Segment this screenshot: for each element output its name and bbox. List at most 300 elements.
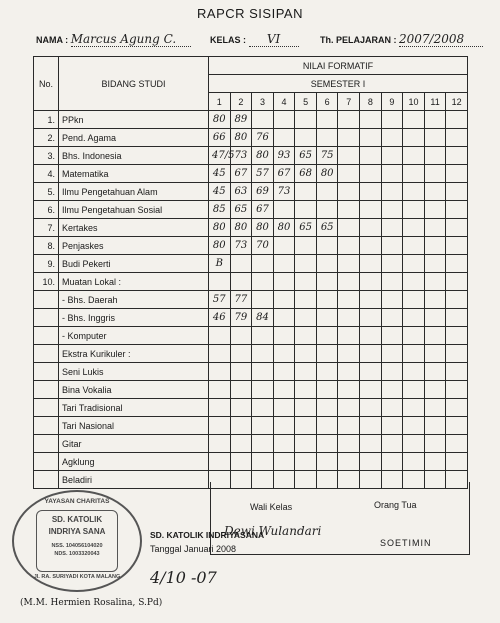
score-cell (403, 327, 425, 345)
score-cell (273, 273, 295, 291)
score-cell (209, 273, 231, 291)
score-cell (316, 183, 338, 201)
score-cell (338, 255, 360, 273)
score-cell (446, 111, 468, 129)
score-cell (252, 111, 274, 129)
table-row (34, 273, 468, 291)
score-cell (360, 291, 382, 309)
score-cell: 67 (273, 165, 295, 183)
score-cell (381, 165, 403, 183)
score-cell (424, 327, 446, 345)
score-cell (403, 291, 425, 309)
score-cell (360, 165, 382, 183)
score-cell (316, 345, 338, 363)
stamp-line-2: INDRIYA SANA (48, 527, 106, 536)
score-cell (381, 129, 403, 147)
subject-name: Budi Pekerti (59, 255, 209, 273)
score-cell (446, 417, 468, 435)
score-cell (381, 309, 403, 327)
score-cell (273, 435, 295, 453)
subject-name: - Bhs. Daerah (59, 291, 209, 309)
score-cell: B (209, 255, 231, 273)
subject-name: Ilmu Pengetahuan Sosial (59, 201, 209, 219)
subject-name: Kertakes (59, 219, 209, 237)
score-cell (295, 183, 317, 201)
score-cell (360, 183, 382, 201)
row-number: 1. (34, 111, 59, 129)
row-number (34, 291, 59, 309)
header-semester: SEMESTER I (209, 75, 468, 93)
score-cell: 47/5 (209, 147, 231, 165)
score-cell (273, 291, 295, 309)
table-row (34, 111, 468, 129)
principal-signature: 4/10 -07 (150, 568, 217, 587)
score-cell (338, 111, 360, 129)
score-cell (403, 345, 425, 363)
score-cell (403, 435, 425, 453)
subject-name: Bina Vokalia (59, 381, 209, 399)
header-formative: NILAI FORMATIF (209, 57, 468, 75)
score-cell (295, 327, 317, 345)
score-cell (295, 345, 317, 363)
score-cell (403, 363, 425, 381)
score-cell (273, 363, 295, 381)
score-column-header: 9 (381, 93, 403, 111)
wali-kelas-label: Wali Kelas (250, 502, 293, 512)
score-cell (273, 381, 295, 399)
score-cell (209, 327, 231, 345)
subject-name: Muatan Lokal : (59, 273, 209, 291)
score-cell (338, 165, 360, 183)
score-cell (338, 201, 360, 219)
score-cell (338, 291, 360, 309)
score-cell (338, 417, 360, 435)
score-cell (316, 201, 338, 219)
score-cell: 63 (230, 183, 252, 201)
subject-name: Beladiri (59, 471, 209, 489)
score-cell (360, 327, 382, 345)
stamp-inner-box (36, 510, 118, 572)
score-cell: 46 (209, 309, 231, 327)
score-cell (424, 309, 446, 327)
subject-name: PPkn (59, 111, 209, 129)
score-cell (381, 399, 403, 417)
score-cell (273, 417, 295, 435)
score-cell (403, 399, 425, 417)
score-cell: 45 (209, 165, 231, 183)
subject-name: Ekstra Kurikuler : (59, 345, 209, 363)
subject-name: Matematika (59, 165, 209, 183)
orang-tua-name: SOETIMIN (380, 538, 432, 548)
score-cell (381, 345, 403, 363)
score-cell (360, 111, 382, 129)
score-cell (403, 381, 425, 399)
score-cell (446, 129, 468, 147)
stamp-bottom-text: Jl. RA. SURIYADI KOTA MALANG (33, 574, 121, 580)
score-cell (252, 255, 274, 273)
score-column-header: 1 (209, 93, 231, 111)
score-cell (381, 183, 403, 201)
row-number (34, 345, 59, 363)
row-number: 10. (34, 273, 59, 291)
score-cell (446, 363, 468, 381)
score-cell (338, 327, 360, 345)
score-cell (424, 363, 446, 381)
score-cell (446, 381, 468, 399)
table-row (34, 183, 468, 201)
score-column-header: 11 (424, 93, 446, 111)
name-value: Marcus Agung C. (71, 32, 191, 47)
score-cell (360, 399, 382, 417)
subject-name: Gitar (59, 435, 209, 453)
header-subject: BIDANG STUDI (59, 57, 209, 111)
score-cell (209, 363, 231, 381)
score-cell: 67 (252, 201, 274, 219)
score-cell (424, 147, 446, 165)
score-cell (338, 363, 360, 381)
score-cell (381, 381, 403, 399)
score-cell (338, 183, 360, 201)
score-cell (295, 129, 317, 147)
row-number (34, 417, 59, 435)
score-cell (338, 399, 360, 417)
score-cell: 57 (209, 291, 231, 309)
row-number: 7. (34, 219, 59, 237)
score-cell (424, 183, 446, 201)
score-cell: 70 (252, 237, 274, 255)
table-row (34, 291, 468, 309)
table-row (34, 363, 468, 381)
subject-name: Penjaskes (59, 237, 209, 255)
score-cell (424, 111, 446, 129)
row-number: 8. (34, 237, 59, 255)
score-cell: 80 (252, 219, 274, 237)
score-cell (295, 435, 317, 453)
table-row (34, 219, 468, 237)
score-cell (252, 345, 274, 363)
table-row (34, 165, 468, 183)
row-number: 3. (34, 147, 59, 165)
score-cell (316, 129, 338, 147)
score-cell: 89 (230, 111, 252, 129)
row-number (34, 471, 59, 489)
score-cell (360, 273, 382, 291)
score-cell (252, 273, 274, 291)
score-cell (295, 309, 317, 327)
score-cell (230, 453, 252, 471)
header-no: No. (34, 57, 59, 111)
table-row (34, 309, 468, 327)
score-cell (403, 165, 425, 183)
score-cell (252, 453, 274, 471)
score-cell (446, 237, 468, 255)
table-row (34, 417, 468, 435)
score-cell (403, 273, 425, 291)
name-field (36, 32, 191, 47)
score-cell: 67 (230, 165, 252, 183)
score-cell: 65 (295, 219, 317, 237)
stamp-line-3: NSS. 104056104020 (51, 543, 103, 549)
subject-name: Tari Nasional (59, 417, 209, 435)
score-cell (316, 363, 338, 381)
score-cell (360, 237, 382, 255)
score-cell: 85 (209, 201, 231, 219)
score-cell: 79 (230, 309, 252, 327)
score-cell (209, 453, 231, 471)
grades-table (33, 56, 468, 489)
principal-name: (M.M. Hermien Rosalina, S.Pd) (20, 598, 163, 608)
score-cell (295, 201, 317, 219)
score-column-header: 6 (316, 93, 338, 111)
score-cell (273, 201, 295, 219)
score-cell (360, 309, 382, 327)
score-cell (403, 183, 425, 201)
row-number (34, 399, 59, 417)
score-cell (295, 273, 317, 291)
score-cell (316, 291, 338, 309)
subject-name: Agklung (59, 453, 209, 471)
score-cell (209, 417, 231, 435)
score-cell (446, 201, 468, 219)
class-label: KELAS : (210, 35, 246, 45)
score-cell: 80 (209, 111, 231, 129)
score-cell (446, 309, 468, 327)
score-column-header: 8 (360, 93, 382, 111)
score-cell (446, 435, 468, 453)
score-cell (381, 111, 403, 129)
score-cell (360, 417, 382, 435)
score-cell (446, 273, 468, 291)
score-cell (295, 417, 317, 435)
score-cell (424, 381, 446, 399)
score-cell (209, 381, 231, 399)
score-cell (381, 255, 403, 273)
score-cell (209, 435, 231, 453)
score-cell (273, 453, 295, 471)
score-cell (273, 327, 295, 345)
table-row (34, 381, 468, 399)
score-cell (446, 255, 468, 273)
score-cell (424, 129, 446, 147)
score-cell (424, 219, 446, 237)
class-value: VI (249, 32, 299, 47)
score-cell (295, 399, 317, 417)
stamp-line-4: NDS. 1003320043 (54, 551, 100, 557)
score-cell (230, 399, 252, 417)
score-cell (446, 399, 468, 417)
score-cell (381, 291, 403, 309)
score-cell (424, 453, 446, 471)
score-cell (209, 399, 231, 417)
score-cell (403, 147, 425, 165)
subject-name: Tari Tradisional (59, 399, 209, 417)
score-cell (338, 435, 360, 453)
score-cell (446, 291, 468, 309)
score-cell (316, 453, 338, 471)
score-cell (424, 291, 446, 309)
score-cell: 73 (273, 183, 295, 201)
score-cell: 66 (209, 129, 231, 147)
row-number (34, 309, 59, 327)
row-number (34, 453, 59, 471)
score-cell (403, 219, 425, 237)
score-cell (252, 327, 274, 345)
score-cell (446, 183, 468, 201)
table-row (34, 201, 468, 219)
score-cell (338, 237, 360, 255)
score-cell: 76 (252, 129, 274, 147)
table-row (34, 129, 468, 147)
score-cell (446, 219, 468, 237)
wali-kelas-signature: Dewi Wulandari (224, 524, 322, 538)
year-value: 2007/2008 (399, 32, 483, 47)
score-cell (424, 417, 446, 435)
year-label: Th. PELAJARAN : (320, 35, 397, 45)
school-stamp (12, 490, 142, 592)
score-cell (446, 165, 468, 183)
date-line: Tanggal Januari 2008 (150, 544, 237, 554)
subject-name: Seni Lukis (59, 363, 209, 381)
score-cell (338, 345, 360, 363)
table-row (34, 255, 468, 273)
score-cell (381, 237, 403, 255)
score-cell: 93 (273, 147, 295, 165)
score-cell: 45 (209, 183, 231, 201)
score-cell: 80 (230, 129, 252, 147)
score-cell (316, 111, 338, 129)
score-cell (338, 381, 360, 399)
score-cell (316, 309, 338, 327)
score-cell (403, 255, 425, 273)
score-cell: 68 (295, 165, 317, 183)
score-cell (403, 453, 425, 471)
score-cell (424, 255, 446, 273)
score-cell: 69 (252, 183, 274, 201)
score-cell (295, 363, 317, 381)
score-column-header: 7 (338, 93, 360, 111)
score-cell (252, 363, 274, 381)
score-cell (316, 255, 338, 273)
score-cell (295, 255, 317, 273)
table-row (34, 435, 468, 453)
score-cell (295, 453, 317, 471)
row-number: 9. (34, 255, 59, 273)
score-cell: 84 (252, 309, 274, 327)
score-cell (381, 435, 403, 453)
score-column-header: 10 (403, 93, 425, 111)
score-cell (273, 237, 295, 255)
score-cell (381, 219, 403, 237)
score-cell (252, 381, 274, 399)
school-name: SD. KATOLIK INDRIYASANA (150, 530, 265, 540)
score-cell (252, 435, 274, 453)
score-cell: 77 (230, 291, 252, 309)
orang-tua-label: Orang Tua (374, 500, 417, 510)
subject-name: Pend. Agama (59, 129, 209, 147)
table-row (34, 453, 468, 471)
subject-name: - Komputer (59, 327, 209, 345)
score-cell (360, 381, 382, 399)
row-number (34, 435, 59, 453)
score-cell (403, 237, 425, 255)
score-column-header: 3 (252, 93, 274, 111)
score-cell: 57 (252, 165, 274, 183)
score-cell (360, 201, 382, 219)
score-cell (424, 435, 446, 453)
score-cell: 73 (230, 147, 252, 165)
score-cell (403, 111, 425, 129)
score-cell: 80 (209, 237, 231, 255)
score-cell: 65 (230, 201, 252, 219)
score-cell: 75 (316, 147, 338, 165)
score-cell: 80 (209, 219, 231, 237)
stamp-top-text: YAYASAN CHARITAS (44, 498, 110, 505)
score-cell (360, 219, 382, 237)
table-row (34, 327, 468, 345)
score-cell (338, 129, 360, 147)
score-column-header: 12 (446, 93, 468, 111)
document-title: RAPCR SISIPAN (197, 6, 303, 21)
score-cell (381, 453, 403, 471)
score-cell (273, 399, 295, 417)
score-cell (295, 381, 317, 399)
score-cell (446, 327, 468, 345)
score-cell (424, 345, 446, 363)
score-cell: 80 (273, 219, 295, 237)
row-number (34, 327, 59, 345)
subject-name: Ilmu Pengetahuan Alam (59, 183, 209, 201)
score-cell: 80 (316, 165, 338, 183)
score-cell (273, 129, 295, 147)
table-row (34, 399, 468, 417)
score-cell (360, 255, 382, 273)
score-cell: 73 (230, 237, 252, 255)
score-cell (446, 147, 468, 165)
score-cell (316, 435, 338, 453)
score-cell (338, 147, 360, 165)
row-number (34, 363, 59, 381)
score-cell (424, 201, 446, 219)
score-cell (381, 201, 403, 219)
score-cell (403, 309, 425, 327)
year-field (320, 32, 483, 47)
score-cell (446, 453, 468, 471)
subject-name: - Bhs. Inggris (59, 309, 209, 327)
score-cell (381, 273, 403, 291)
score-cell (381, 327, 403, 345)
score-column-header: 4 (273, 93, 295, 111)
score-cell (338, 273, 360, 291)
score-cell (230, 327, 252, 345)
score-cell (316, 381, 338, 399)
score-column-header: 2 (230, 93, 252, 111)
score-cell (446, 345, 468, 363)
score-cell (338, 309, 360, 327)
row-number: 5. (34, 183, 59, 201)
score-cell (316, 399, 338, 417)
score-cell (381, 417, 403, 435)
score-cell (230, 273, 252, 291)
score-cell (209, 345, 231, 363)
score-cell: 80 (252, 147, 274, 165)
score-cell (403, 417, 425, 435)
score-cell (381, 147, 403, 165)
score-cell (316, 273, 338, 291)
row-number: 4. (34, 165, 59, 183)
score-cell (295, 291, 317, 309)
score-cell (230, 417, 252, 435)
score-cell (295, 237, 317, 255)
